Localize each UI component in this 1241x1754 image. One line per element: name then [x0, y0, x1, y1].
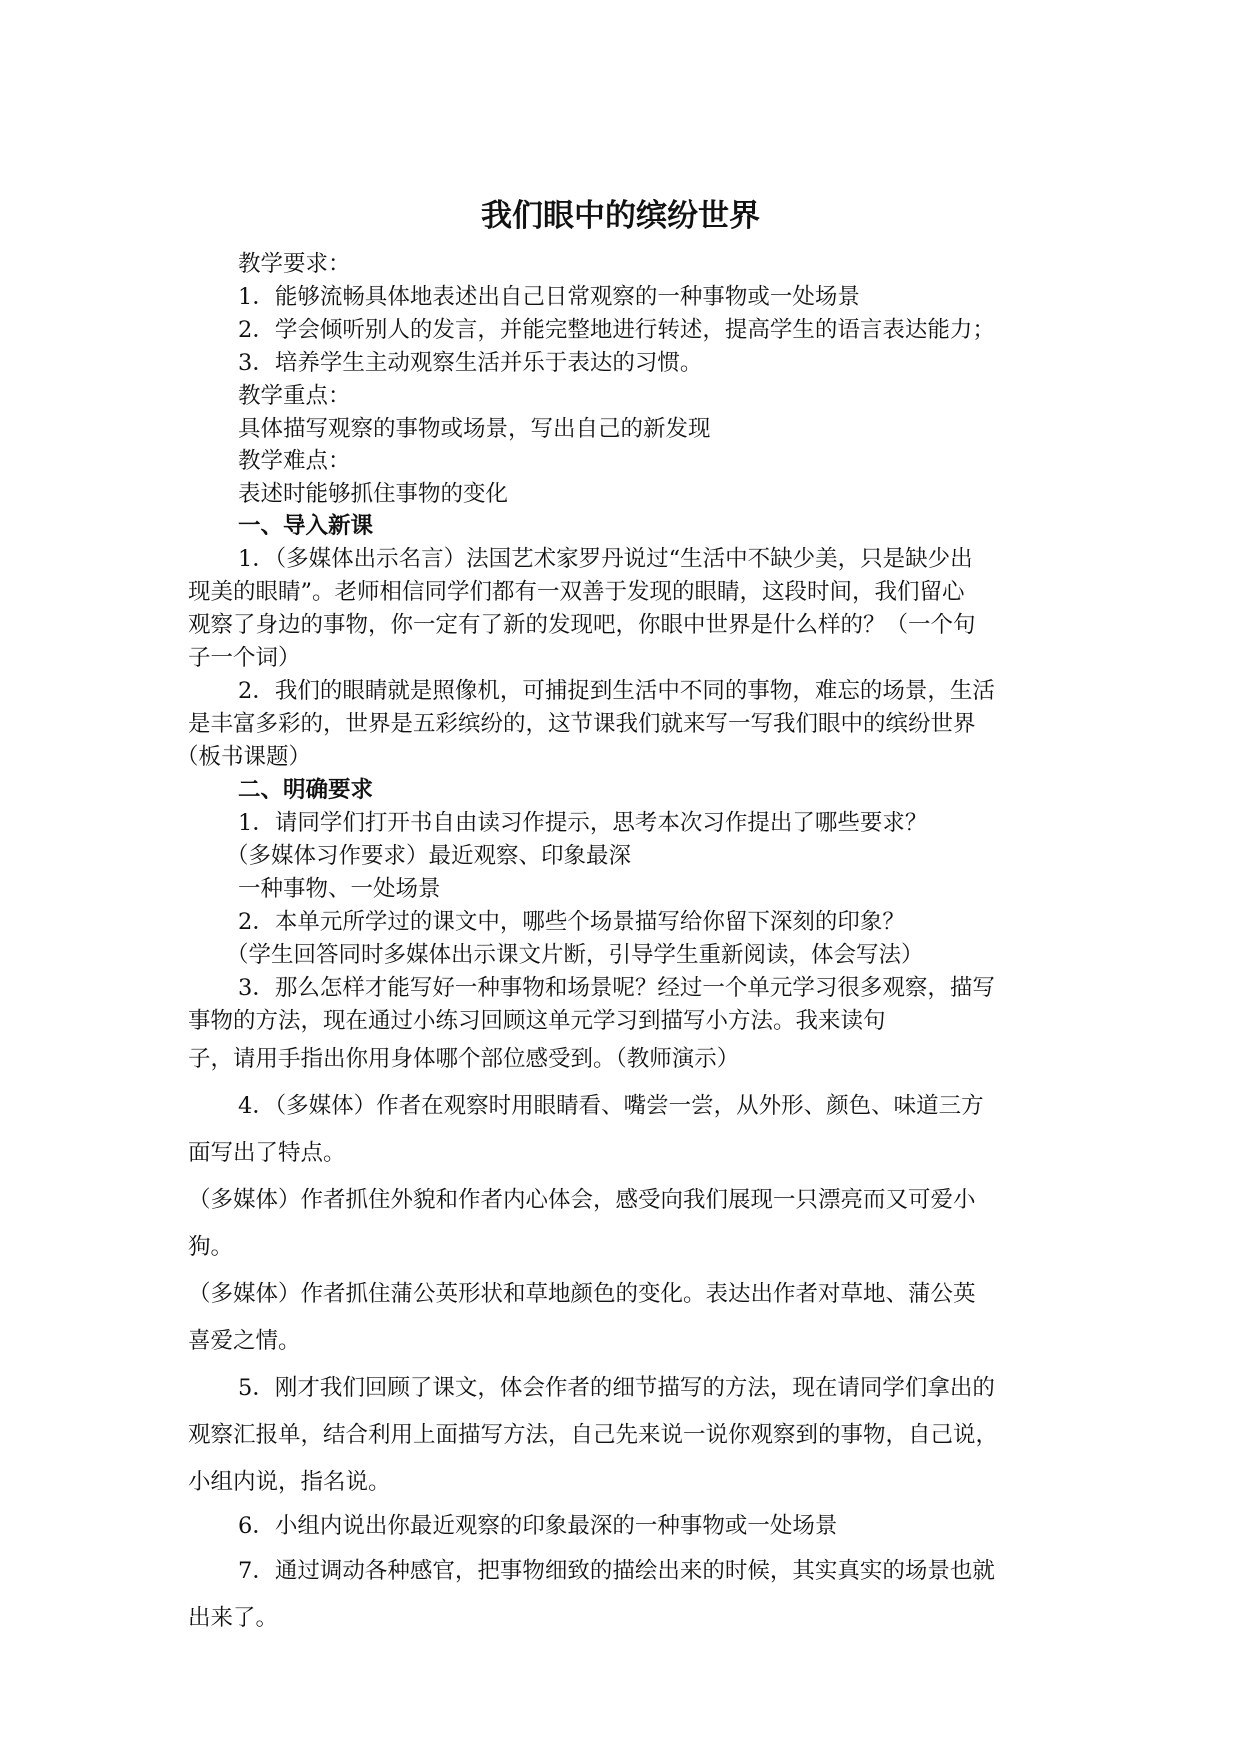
- text-line: （多媒体习作要求）最近观察、印象最深: [226, 843, 632, 869]
- text-line: 表述时能够抓住事物的变化: [238, 481, 509, 507]
- text-line: 3．那么怎样才能写好一种事物和场景呢？经过一个单元学习很多观察，描写: [238, 975, 995, 1001]
- text-line: 是丰富多彩的，世界是五彩缤纷的，这节课我们就来写一写我们眼中的缤纷世界: [188, 711, 976, 737]
- text-line: 3．培养学生主动观察生活并乐于表达的习惯。: [238, 350, 703, 376]
- section-label-requirements: 教学要求：: [238, 251, 351, 277]
- page-title: 我们眼中的缤纷世界: [481, 198, 760, 234]
- text-line: 2．学会倾听别人的发言，并能完整地进行转述，提高学生的语言表达能力；: [238, 317, 995, 343]
- text-line: 面写出了特点。: [188, 1140, 346, 1166]
- section-heading-1: 一、导入新课: [238, 513, 374, 539]
- text-line: 4．（多媒体）作者在观察时用眼睛看、嘴尝一尝，从外形、颜色、味道三方: [238, 1093, 984, 1119]
- text-line: 小组内说，指名说。: [188, 1469, 391, 1495]
- text-line: 1．能够流畅具体地表述出自己日常观察的一种事物或一处场景: [238, 284, 860, 310]
- section-label-difficulties: 教学难点：: [238, 448, 351, 474]
- text-line: 子，请用手指出你用身体哪个部位感受到。（教师演示）: [188, 1046, 740, 1072]
- text-line: 2．本单元所学过的课文中，哪些个场景描写给你留下深刻的印象？: [238, 909, 905, 935]
- text-line: 子一个词）: [188, 645, 301, 671]
- section-label-keypoints: 教学重点：: [238, 383, 351, 409]
- text-line: 一种事物、一处场景: [238, 876, 441, 902]
- text-line: 出来了。: [188, 1605, 279, 1631]
- section-heading-2: 二、明确要求: [238, 777, 374, 803]
- text-line: 观察了身边的事物，你一定有了新的发现吧，你眼中世界是什么样的？（一个句: [188, 612, 976, 638]
- text-line: 5．刚才我们回顾了课文，体会作者的细节描写的方法，现在请同学们拿出的: [238, 1375, 995, 1401]
- text-line: 观察汇报单，结合利用上面描写方法，自己先来说一说你观察到的事物，自己说，: [188, 1422, 999, 1448]
- text-line: 1．请同学们打开书自由读习作提示，思考本次习作提出了哪些要求？: [238, 810, 928, 836]
- text-line: 7．通过调动各种感官，把事物细致的描绘出来的时候，其实真实的场景也就: [238, 1558, 995, 1584]
- text-line: 喜爱之情。: [188, 1328, 301, 1354]
- text-line: 2．我们的眼睛就是照像机，可捕捉到生活中不同的事物，难忘的场景，生活: [238, 678, 995, 704]
- text-line: 事物的方法，现在通过小练习回顾这单元学习到描写小方法。我来读句: [188, 1008, 886, 1034]
- text-line: （多媒体）作者抓住蒲公英形状和草地颜色的变化。表达出作者对草地、蒲公英: [188, 1281, 976, 1307]
- text-line: 狗。: [188, 1234, 234, 1260]
- text-line: 1．（多媒体出示名言）法国艺术家罗丹说过“生活中不缺少美，只是缺少出: [238, 546, 973, 572]
- text-line: 现美的眼睛”。老师相信同学们都有一双善于发现的眼睛，这段时间，我们留心: [188, 579, 965, 605]
- text-line: 具体描写观察的事物或场景，写出自己的新发现: [238, 416, 711, 442]
- text-line: （多媒体）作者抓住外貌和作者内心体会，感受向我们展现一只漂亮而又可爱小: [188, 1187, 976, 1213]
- text-line: （学生回答同时多媒体出示课文片断，引导学生重新阅读，体会写法）: [226, 942, 924, 968]
- text-line: （板书课题）: [176, 744, 312, 770]
- text-line: 6．小组内说出你最近观察的印象最深的一种事物或一处场景: [238, 1513, 838, 1539]
